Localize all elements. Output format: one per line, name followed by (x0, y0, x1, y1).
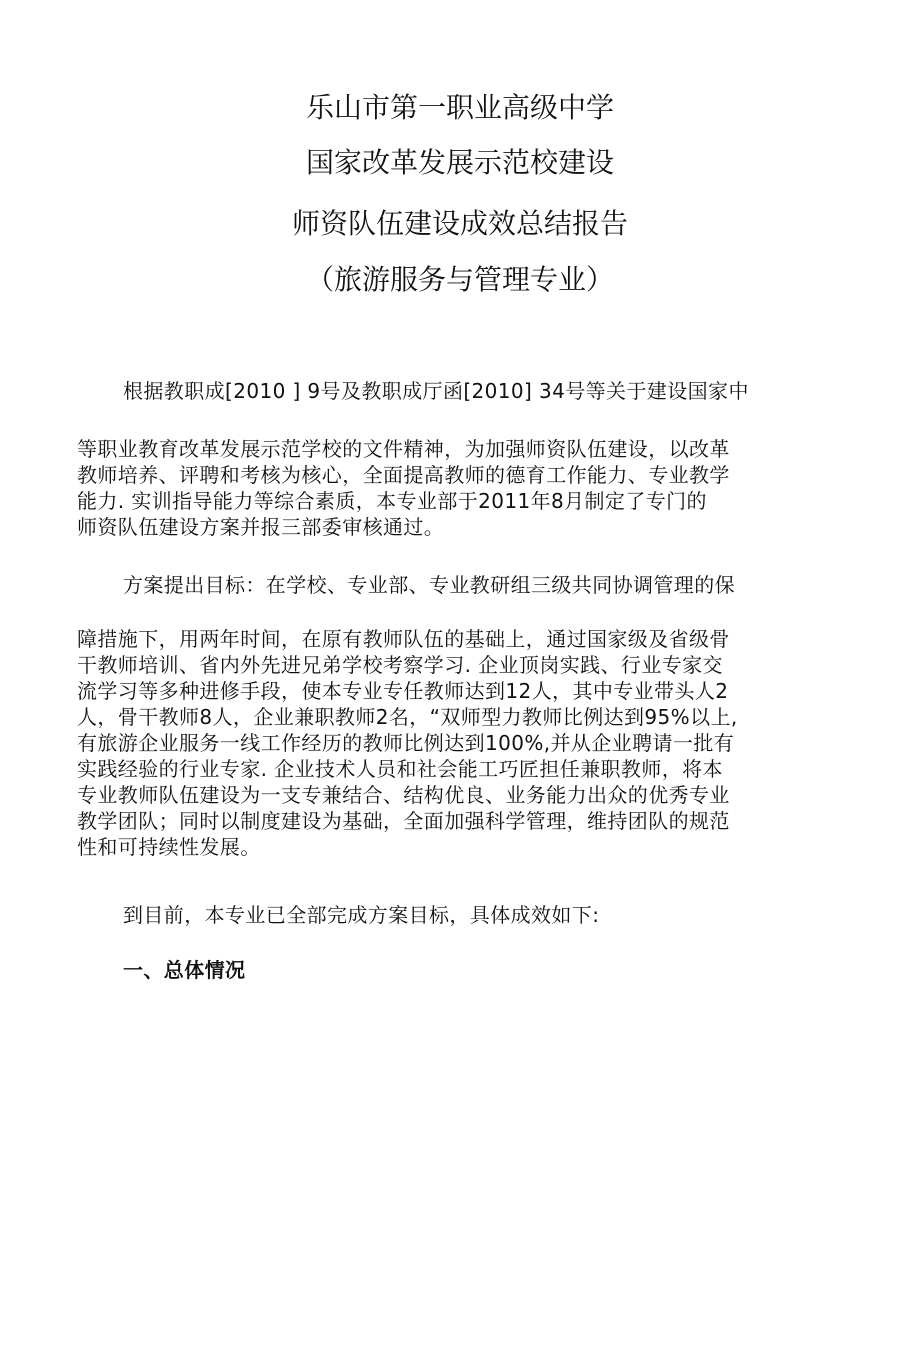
text-line: 障措施下，用两年时间，在原有教师队伍的基础上，通过国家级及省级骨 (77, 627, 730, 651)
title-line: 国家改革发展示范校建设 (305, 146, 614, 179)
text-line: 流学习等多种进修手段，使本专业专任教师达到12人，其中专业带头人2 (77, 679, 729, 703)
text-line: 实践经验的行业专家. 企业技术人员和社会能工巧匠担任兼职教师，将本 (77, 757, 723, 781)
title-line: 乐山市第一职业高级中学 (305, 91, 614, 124)
paragraph-3: 到目前，本专业已全部完成方案目标，具体成效如下: (123, 903, 600, 927)
text-line: 等职业教育改革发展示范学校的文件精神，为加强师资队伍建设，以改革 (77, 437, 730, 461)
text-line: 干教师培训、省内外先进兄弟学校考察学习. 企业顶岗实践、行业专家交 (77, 653, 723, 677)
text-line: 人，骨干教师8人，企业兼职教师2名，“双师型力教师比例达到95%以上, (77, 705, 738, 729)
title-line: 师资队伍建设成效总结报告 (291, 207, 628, 240)
text-line: 性和可持续性发展。 (77, 835, 261, 859)
text-line: 教师培养、评聘和考核为核心，全面提高教师的德育工作能力、专业教学 (77, 463, 730, 487)
text-line: 能力. 实训指导能力等综合素质，本专业部于2011年8月制定了专门的 (77, 489, 707, 513)
text-line: 师资队伍建设方案并报三部委审核通过。 (77, 515, 445, 539)
text-line: 专业教师队伍建设为一支专兼结合、结构优良、业务能力出众的优秀专业 (77, 783, 730, 807)
text-line: 方案提出目标：在学校、专业部、专业教研组三级共同协调管理的保 (123, 573, 735, 597)
section-heading: 一、总体情况 (123, 958, 246, 982)
title-line: （旅游服务与管理专业） (305, 263, 614, 296)
text-line: 教学团队；同时以制度建设为基础，全面加强科学管理，维持团队的规范 (77, 809, 730, 833)
text-line: 有旅游企业服务一线工作经历的教师比例达到100%,并从企业聘请一批有 (77, 731, 735, 755)
text-line: 根据教职成[2010 ] 9号及教职成厅函[2010] 34号等关于建设国家中 (123, 379, 749, 403)
